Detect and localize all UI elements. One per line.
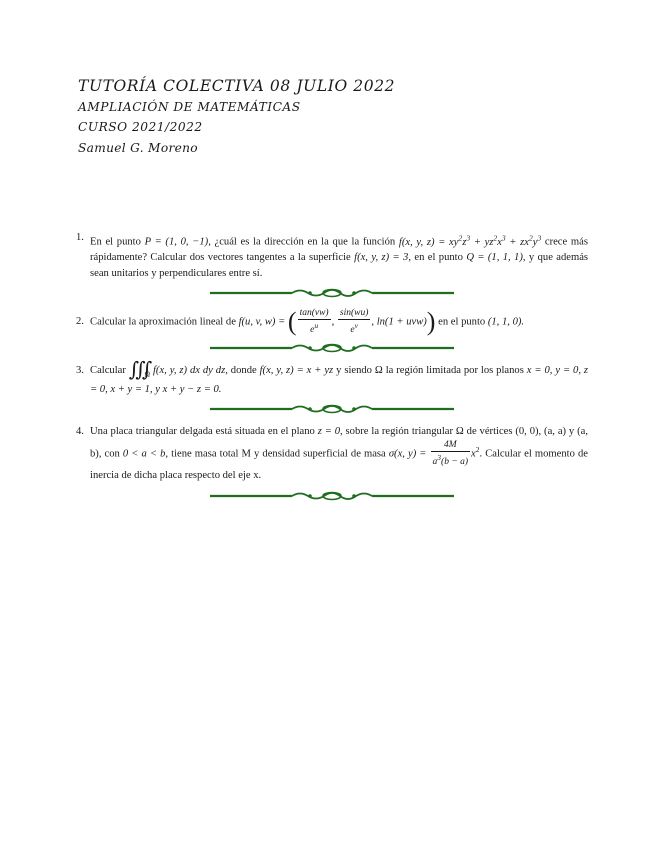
- problem-text: [90, 424, 588, 483]
- problem-number: 3.: [76, 365, 84, 377]
- text-segment: . Calcular el momento de inercia de dicha placa respecto del eje x.: [90, 448, 588, 482]
- math-planes: x = 0, y = 0, z = 0, x + y = 1, y x + y − z = 0.: [90, 365, 589, 395]
- text-segment: , ¿cuál es la dirección en la que la función: [208, 236, 396, 248]
- fraction-numerator: 4M: [431, 440, 471, 452]
- ornament-dot: [352, 291, 356, 295]
- text-segment: donde: [230, 365, 257, 377]
- text-segment: , en el punto: [408, 252, 463, 264]
- author-name: Samuel G. Moreno: [78, 141, 198, 155]
- text-segment: crece más rápidamente? Calcular dos vectores tangentes a la superficie: [90, 236, 588, 264]
- problem-1: [76, 230, 588, 281]
- math-exponent: 3: [501, 233, 506, 242]
- math-part: f(x, y, z) = xy: [398, 236, 459, 248]
- math-part: e: [310, 325, 315, 336]
- text-segment: en el punto: [438, 316, 486, 328]
- problem-2: [76, 308, 588, 336]
- math-part: e: [350, 325, 355, 336]
- ornament-flourish: [292, 290, 372, 296]
- ornament-dot: [308, 494, 312, 498]
- ornament-flourish: [292, 406, 372, 412]
- left-paren: (: [287, 307, 297, 337]
- text-segment: Una placa triangular delgada está situada en el plano: [90, 426, 315, 438]
- document-title: TUTORÍA COLECTIVA 08 JULIO 2022: [78, 77, 396, 95]
- math-point-q: Q = (1, 1, 1): [466, 252, 523, 264]
- ornament-dot: [352, 346, 356, 350]
- problem-number: 4.: [76, 426, 84, 438]
- ornament-flourish: [292, 493, 372, 499]
- text-segment: y siendo Ω la región limitada por los planos: [336, 365, 524, 377]
- problem-number: 2.: [76, 316, 84, 328]
- problem-text: Calcular la aproximación lineal de f(u, v, w) = ( $\frac{\tan(vw)}{e^u}$ , $\frac{\sin(wu)}{e^v}$ , ln(1 + uvw)) en el punto (1, 1, 0).: [90, 307, 525, 337]
- math-exponent: 3: [437, 452, 442, 462]
- problem-4: [76, 424, 588, 483]
- fraction-1: [298, 308, 331, 336]
- fraction-numerator: tan(vw): [299, 308, 329, 319]
- math-surface: f(x, y, z) = 3: [354, 252, 409, 264]
- math-function: [398, 233, 542, 248]
- integral-domain: Ω: [144, 369, 151, 379]
- math-exponent: 3: [466, 233, 471, 242]
- math-part: (b − a): [441, 457, 469, 468]
- ornament-dot: [352, 494, 356, 498]
- math-exponent: 2: [475, 444, 480, 454]
- math-exponent: 3: [537, 233, 542, 242]
- text-segment: , sobre la región triangular Ω de vértices (0, 0), (a, a) y (a, b), con: [90, 426, 588, 460]
- math-exponent: u: [314, 321, 319, 331]
- fraction-denominator: [298, 320, 331, 336]
- problem-list: [76, 230, 588, 511]
- course-name: AMPLIACIÓN DE MATEMÁTICAS: [78, 100, 301, 114]
- text-segment: En el punto: [90, 236, 141, 248]
- problem-text: [90, 359, 589, 397]
- math-function: f(x, y, z) = x + yz: [259, 365, 334, 377]
- fraction-2: [338, 308, 371, 336]
- math-part: y: [532, 236, 538, 248]
- math-function: f(u, v, w) =: [238, 316, 286, 328]
- math-density: σ(x, y) =: [388, 448, 427, 460]
- ornament-dot: [308, 291, 312, 295]
- triple-integral-sign: ∭: [128, 359, 145, 382]
- ornament-flourish: [292, 345, 372, 351]
- math-point-p: P = (1, 0, −1): [144, 236, 209, 248]
- math-exponent: v: [354, 321, 358, 331]
- math-point: (1, 1, 0).: [487, 316, 525, 328]
- math-plane: z = 0: [317, 426, 341, 438]
- math-log: , ln(1 + uvw): [371, 316, 427, 328]
- math-integrand: f(x, y, z) dx dy dz,: [152, 365, 228, 377]
- problem-3: [76, 359, 589, 397]
- density-fraction: [431, 440, 471, 468]
- fraction-denominator: [338, 320, 371, 336]
- header: [78, 76, 395, 157]
- math-inequality: 0 < a < b: [122, 448, 166, 460]
- right-paren: ): [426, 307, 436, 337]
- math-part: a: [432, 457, 438, 468]
- math-part: z: [462, 236, 467, 248]
- math-part: + yz: [470, 236, 494, 248]
- math-part: x: [471, 448, 476, 460]
- ornament-divider: [210, 342, 454, 354]
- ornament-dot: [308, 346, 312, 350]
- ornament-dot: [352, 408, 356, 412]
- text-segment: , tiene masa total M y densidad superficial de masa: [165, 448, 386, 460]
- problem-number: 1.: [76, 232, 84, 243]
- fraction-denominator: [431, 452, 471, 468]
- ornament-divider: [210, 287, 454, 299]
- ornament-divider: [210, 490, 454, 502]
- math-part: + zx: [505, 236, 529, 248]
- math-exponent: 2: [458, 233, 463, 242]
- math-part: x: [497, 236, 502, 248]
- ornament-dot: [308, 408, 312, 412]
- text-segment: Calcular la aproximación lineal de: [90, 316, 236, 328]
- course-year: CURSO 2021/2022: [78, 120, 203, 134]
- problem-text: [90, 230, 588, 281]
- math-exponent: 2: [528, 233, 533, 242]
- ornament-divider: [210, 403, 454, 415]
- fraction-numerator: sin(wu): [339, 308, 369, 319]
- math-exponent: 2: [493, 233, 498, 242]
- text-segment: , y que además sean unitarios y perpendiculares entre sí.: [90, 252, 589, 279]
- text-segment: Calcular: [90, 365, 126, 377]
